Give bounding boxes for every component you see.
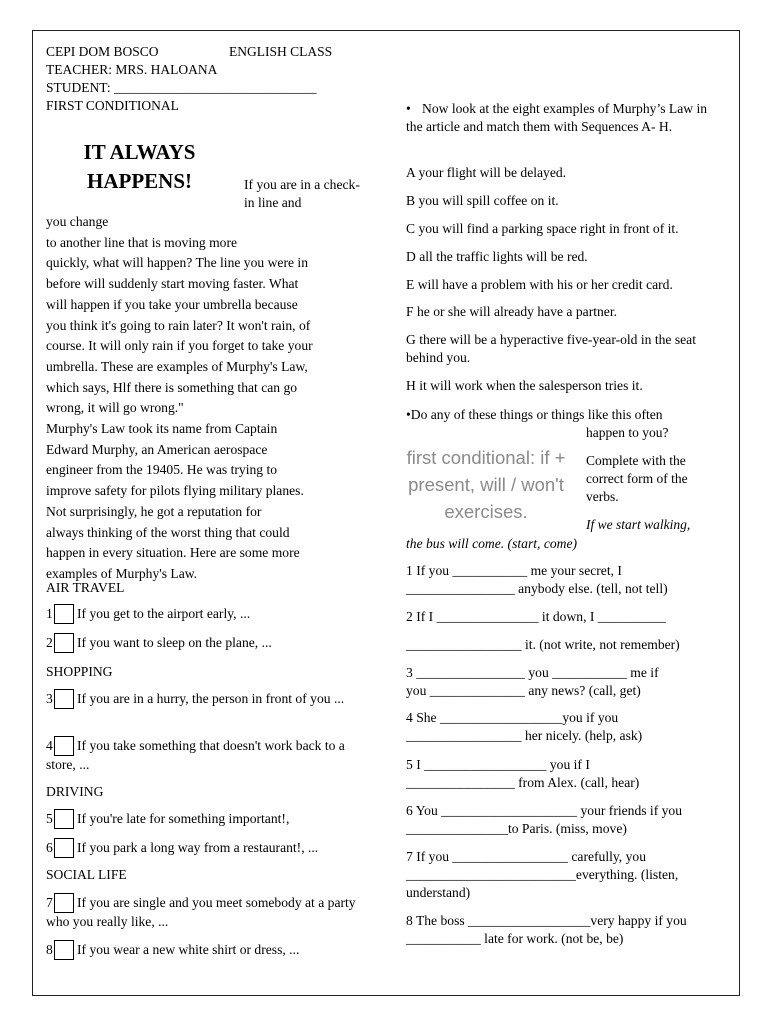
article-line: happen in every situation. Here are some more — [46, 545, 300, 561]
article-line: engineer from the 19405. He was trying to — [46, 462, 278, 478]
law-number: 4 — [46, 738, 53, 753]
law-item — [46, 893, 364, 931]
section-social-life: SOCIAL LIFE — [46, 867, 127, 882]
law-number: 5 — [46, 811, 53, 826]
exercise-instruction: Complete with the correct form of the verbs. — [586, 453, 688, 504]
law-number: 8 — [46, 942, 53, 957]
option-f: F he or she will already have a partner. — [406, 304, 618, 319]
exercise-item: 3 ________________ you ___________ me if you ______________ any news? (call, get) — [406, 665, 659, 698]
article-line: which says, Hlf there is something that can go — [46, 379, 298, 395]
law-item — [46, 689, 364, 709]
question-continued: happen to you? — [586, 425, 669, 440]
option-g: G there will be a hyperactive five-year-old in the seat behind you. — [406, 332, 696, 365]
answer-box[interactable] — [54, 633, 74, 653]
law-text: If you wear a new white shirt or dress, ... — [77, 942, 300, 957]
school-name: CEPI DOM BOSCO — [46, 44, 159, 59]
article-line: umbrella. These are examples of Murphy's Law, — [46, 358, 308, 374]
law-item — [46, 633, 364, 653]
section-driving: DRIVING — [46, 784, 104, 799]
law-item — [46, 809, 364, 829]
article-line: you change — [46, 214, 109, 229]
law-text: If you take something that doesn't work back to a store, ... — [46, 738, 345, 772]
answer-box[interactable] — [54, 689, 74, 709]
law-number: 1 — [46, 606, 53, 621]
law-text: If you park a long way from a restaurant!, ... — [77, 840, 319, 855]
example-line1: If we start walking, — [586, 517, 691, 532]
article-line: will happen if you take your umbrella because — [46, 296, 298, 312]
topic-line: FIRST CONDITIONAL — [46, 98, 179, 113]
student-line: STUDENT: ______________________________ — [46, 80, 317, 95]
first-conditional-label: first conditional: if + present, will / won't exercises. — [406, 447, 566, 522]
exercise-item: 7 If you _________________ carefully, you _________________________everything. (listen, understand) — [406, 849, 679, 900]
option-a: A your flight will be delayed. — [406, 165, 567, 180]
class-name: ENGLISH CLASS — [229, 44, 333, 59]
law-number: 6 — [46, 840, 53, 855]
article-float-text: If you are in a check-in line and — [244, 177, 360, 210]
answer-box[interactable] — [54, 893, 74, 913]
article-line: to another line that is moving more — [46, 234, 238, 250]
article-line: Edward Murphy, an American aerospace — [46, 441, 268, 457]
law-text: If you are in a hurry, the person in front of you ... — [77, 691, 345, 706]
law-text: If you want to sleep on the plane, ... — [77, 635, 272, 650]
option-b: B you will spill coffee on it. — [406, 193, 559, 208]
bullet-icon: • — [406, 101, 411, 116]
matching-instruction: • Now look at the eight examples of Murphy’s Law in the article and match them with Sequences A- H. — [406, 101, 708, 134]
law-item — [46, 604, 364, 624]
law-item — [46, 940, 364, 960]
article-line: you think it's going to rain later? It won't rain, of — [46, 317, 311, 333]
exercise-item: 2 If I _______________ it down, I __________ _________________ it. (not write, not remember) — [406, 609, 680, 652]
exercise-item: 1 If you ___________ me your secret, I ________________ anybody else. (tell, not tell) — [406, 563, 668, 596]
law-text: If you get to the airport early, ... — [77, 606, 251, 621]
article-line: Not surprisingly, he got a reputation for — [46, 503, 262, 519]
exercise-item: 6 You ____________________ your friends if you _______________to Paris. (miss, move) — [406, 803, 683, 836]
option-d: D all the traffic lights will be red. — [406, 249, 588, 264]
article-line: quickly, what will happen? The line you were in — [46, 255, 308, 271]
law-text: If you're late for something important!, — [77, 811, 290, 826]
exercise-item: 8 The boss __________________very happy if you ___________ late for work. (not be, be) — [406, 913, 687, 946]
article-title: IT ALWAYS HAPPENS! — [83, 140, 196, 193]
teacher-line: TEACHER: MRS. HALOANA — [46, 62, 218, 77]
section-air-travel: AIR TRAVEL — [46, 580, 125, 595]
exercise-item: 5 I __________________ you if I ________________ from Alex. (call, hear) — [406, 757, 640, 790]
option-c: C you will find a parking space right in front of it. — [406, 221, 679, 236]
answer-box[interactable] — [54, 838, 74, 858]
article-line: course. It will only rain if you forget to take your — [46, 338, 313, 354]
bullet-icon: • — [406, 407, 411, 422]
law-number: 7 — [46, 895, 53, 910]
article-line: wrong, it will go wrong." — [46, 400, 184, 416]
example-line2: the bus will come. (start, come) — [406, 536, 578, 551]
law-number: 3 — [46, 691, 53, 706]
law-item — [46, 838, 364, 858]
option-e: E will have a problem with his or her credit card. — [406, 277, 673, 292]
answer-box[interactable] — [54, 604, 74, 624]
question: •Do any of these things or things like this often — [406, 407, 663, 422]
article-line: examples of Murphy's Law. — [46, 565, 198, 581]
law-number: 2 — [46, 635, 53, 650]
answer-box[interactable] — [54, 736, 74, 756]
law-text: If you are single and you meet somebody at a party who you really like, ... — [46, 895, 356, 929]
article-line: before will suddenly start moving faster. What — [46, 276, 299, 292]
option-h: H it will work when the salesperson tries it. — [406, 378, 643, 393]
article-body — [46, 212, 362, 585]
law-item — [46, 736, 364, 774]
section-shopping: SHOPPING — [46, 664, 113, 679]
answer-box[interactable] — [54, 940, 74, 960]
article-line: improve safety for pilots flying military planes. — [46, 483, 304, 499]
article-line: always thinking of the worst thing that could — [46, 524, 290, 540]
article-line: Murphy's Law took its name from Captain — [46, 421, 278, 437]
answer-box[interactable] — [54, 809, 74, 829]
exercise-item: 4 She __________________you if you _________________ her nicely. (help, ask) — [406, 710, 643, 743]
